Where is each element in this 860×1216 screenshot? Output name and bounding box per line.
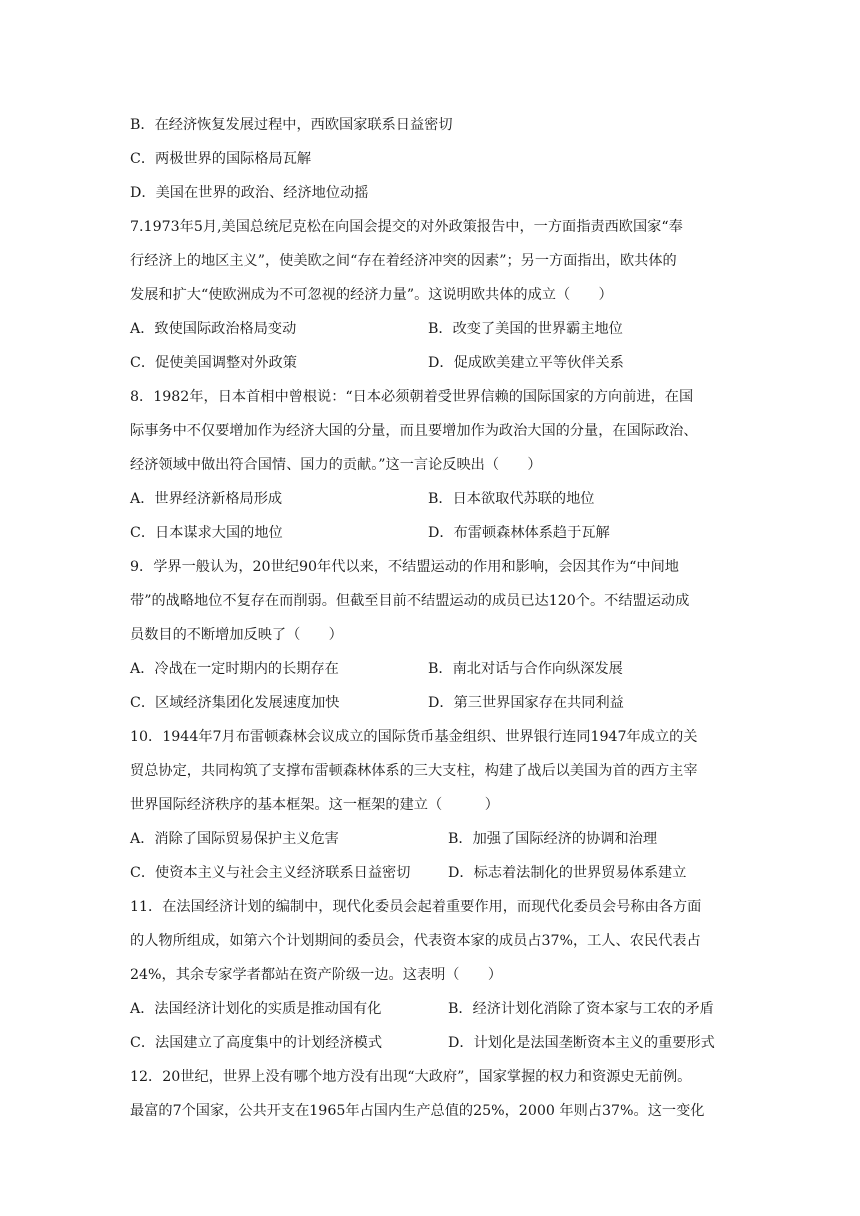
- answer-option: C．使资本主义与社会主义经济联系日益密切: [130, 865, 411, 881]
- answer-option: A．消除了国际贸易保护主义危害: [130, 831, 339, 847]
- answer-option: D．计划化是法国垄断资本主义的重要形式: [448, 1035, 715, 1051]
- answer-options-row: [130, 1026, 740, 1060]
- answer-options-row: [130, 992, 740, 1026]
- text-line: 11．在法国经济计划的编制中，现代化委员会起着重要作用，而现代化委员会号称由各方面: [130, 899, 702, 915]
- answer-options-row: [130, 346, 740, 380]
- answer-option: A．法国经济计划化的实质是推动国有化: [130, 1001, 382, 1017]
- answer-options-row: [130, 856, 740, 890]
- text-line: B．在经济恢复发展过程中，西欧国家联系日益密切: [130, 117, 453, 133]
- text-line: 经济领域中做出符合国情、国力的贡献。”这一言论反映出（ ）: [130, 457, 542, 473]
- text-line: 7.1973年5月,美国总统尼克松在向国会提交的对外政策报告中，一方面指责西欧国家“奉: [130, 219, 683, 235]
- answer-option: B．南北对话与合作向纵深发展: [428, 661, 623, 677]
- question-text-body: [130, 108, 740, 1128]
- text-line: 24%，其余专家学者都站在资产阶级一边。这表明（ ）: [130, 967, 503, 983]
- answer-option: D．布雷顿森林体系趋于瓦解: [428, 525, 610, 541]
- answer-option: D．第三世界国家存在共同利益: [428, 695, 624, 711]
- answer-options-row: [130, 652, 740, 686]
- answer-option: C．日本谋求大国的地位: [130, 525, 283, 541]
- answer-option: A．致使国际政治格局变动: [130, 321, 297, 337]
- answer-option: A．世界经济新格局形成: [130, 491, 283, 507]
- answer-option: B．改变了美国的世界霸主地位: [428, 321, 623, 337]
- answer-option: B．日本欲取代苏联的地位: [428, 491, 595, 507]
- text-line: 世界国际经济秩序的基本框架。这一框架的建立（ ）: [130, 797, 499, 813]
- text-line: 的人物所组成，如第六个计划期间的委员会，代表资本家的成员占37%，工人、农民代表占: [130, 933, 701, 949]
- text-line: 带”的战略地位不复存在而削弱。但截至目前不结盟运动的成员已达120个。不结盟运动成: [130, 593, 690, 609]
- answer-options-row: [130, 482, 740, 516]
- answer-option: B．加强了国际经济的协调和治理: [448, 831, 658, 847]
- text-line: 员数目的不断增加反映了（ ）: [130, 627, 343, 643]
- answer-option: C．促使美国调整对外政策: [130, 355, 297, 371]
- text-line: 行经济上的地区主义”，使美欧之间“存在着经济冲突的因素”；另一方面指出，欧共体的: [130, 253, 677, 269]
- text-line: C．两极世界的国际格局瓦解: [130, 151, 312, 167]
- text-line: 12．20世纪，世界上没有哪个地方没有出现“大政府”，国家掌握的权力和资源史无前例。: [130, 1069, 692, 1085]
- answer-option: C．区域经济集团化发展速度加快: [130, 695, 340, 711]
- answer-option: B．经济计划化消除了资本家与工农的矛盾: [448, 1001, 714, 1017]
- text-line: 际事务中不仅要增加作为经济大国的分量，而且要增加作为政治大国的分量，在国际政治、: [130, 423, 698, 439]
- answer-option: A．冷战在一定时期内的长期存在: [130, 661, 339, 677]
- answer-options-row: [130, 312, 740, 346]
- text-line: 发展和扩大“使欧洲成为不可忽视的经济力量”。这说明欧共体的成立（ ）: [130, 287, 613, 303]
- text-line: D．美国在世界的政治、经济地位动摇: [130, 185, 369, 201]
- text-line: 10．1944年7月布雷顿森林会议成立的国际货币基金组织、世界银行连同1947年成立的关: [130, 729, 698, 745]
- answer-options-row: [130, 822, 740, 856]
- answer-option: C．法国建立了高度集中的计划经济模式: [130, 1035, 383, 1051]
- text-line: 9．学界一般认为，20世纪90年代以来，不结盟运动的作用和影响，会因其作为“中间地: [130, 559, 679, 575]
- text-line: 贸总协定，共同构筑了支撑布雷顿森林体系的三大支柱，构建了战后以美国为首的西方主宰: [130, 763, 698, 779]
- text-line: 最富的7个国家，公共开支在1965年占国内生产总值的25%，2000 年则占37%。这一变化: [130, 1103, 705, 1119]
- answer-options-row: [130, 516, 740, 550]
- answer-option: D．标志着法制化的世界贸易体系建立: [448, 865, 687, 881]
- answer-option: D．促成欧美建立平等伙伴关系: [428, 355, 624, 371]
- text-line: 8．1982年，日本首相中曾根说：“日本必须朝着受世界信赖的国际国家的方向前进，在国: [130, 389, 694, 405]
- answer-options-row: [130, 686, 740, 720]
